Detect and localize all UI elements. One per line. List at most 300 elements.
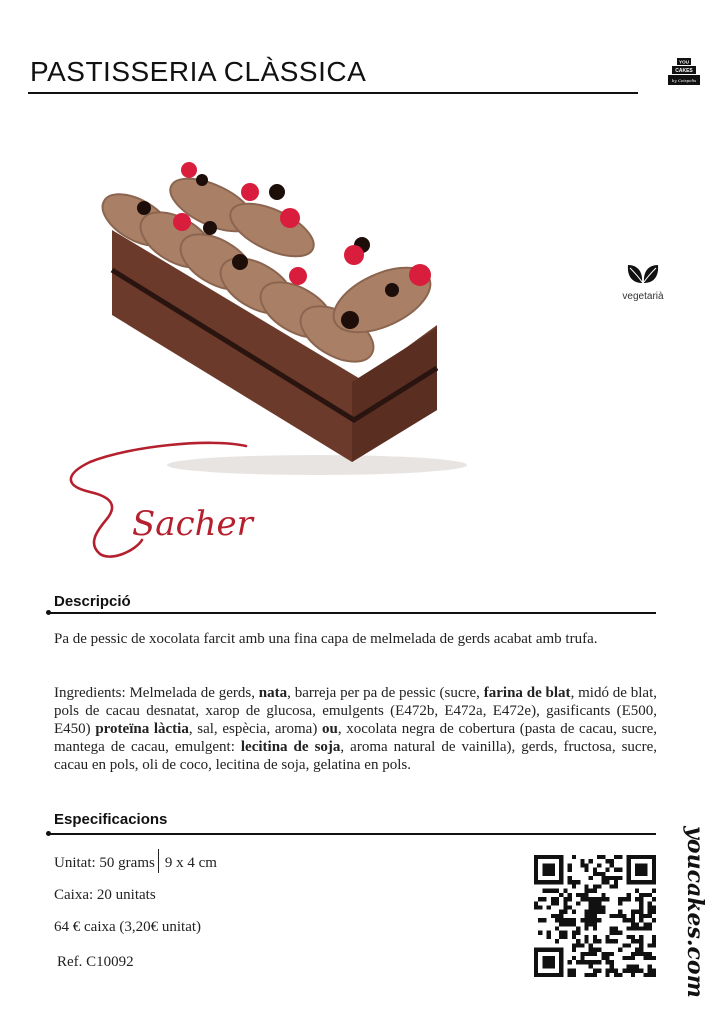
qr-module (631, 964, 635, 968)
qr-module (627, 956, 631, 960)
qr-module (635, 922, 639, 926)
qr-module (639, 943, 643, 947)
qr-module (568, 960, 572, 964)
qr-module (635, 910, 639, 914)
qr-module (589, 859, 593, 863)
qr-module (572, 922, 576, 926)
qr-module (593, 948, 597, 952)
qr-module (563, 922, 567, 926)
qr-module (572, 880, 576, 884)
qr-module (601, 897, 605, 901)
qr-module (589, 973, 593, 977)
qr-module (631, 935, 635, 939)
qr-module (593, 960, 597, 964)
qr-module (639, 939, 643, 943)
qr-module (551, 897, 555, 901)
qr-module (652, 943, 656, 947)
qr-module (597, 960, 601, 964)
spec-box: Caixa: 20 unitats (54, 887, 156, 903)
qr-module (563, 889, 567, 893)
qr-module (643, 914, 647, 918)
qr-module (610, 876, 614, 880)
qr-module (614, 868, 618, 872)
qr-module (547, 889, 551, 893)
allergen-text: nata (258, 685, 288, 701)
qr-module (563, 918, 567, 922)
qr-module (563, 931, 567, 935)
qr-module (643, 956, 647, 960)
qr-module (563, 901, 567, 905)
qr-module (618, 910, 622, 914)
qr-module (584, 893, 588, 897)
product-photo (92, 150, 472, 480)
qr-module (572, 943, 576, 947)
qr-module (639, 927, 643, 931)
ingredient-text: , barreja per pa de pessic (sucre, (287, 685, 484, 701)
qr-module (572, 855, 576, 859)
qr-module (568, 880, 572, 884)
leaf-icon (626, 262, 660, 284)
qr-module (576, 931, 580, 935)
qr-module (610, 931, 614, 935)
qr-module (547, 931, 551, 935)
logo-line-2: CAKES (675, 67, 693, 74)
qr-module (555, 901, 559, 905)
qr-module (606, 956, 610, 960)
qr-module (606, 880, 610, 884)
qr-module (576, 880, 580, 884)
qr-module (606, 876, 610, 880)
ingredient-text: , xocolata negra de cobertura (pasta de cacau, sucre, mantega de cacau, emulgent: (54, 721, 657, 755)
qr-module (622, 956, 626, 960)
qr-module (627, 918, 631, 922)
qr-module (559, 922, 563, 926)
qr-module (606, 952, 610, 956)
qr-module (618, 914, 622, 918)
qr-module (538, 931, 542, 935)
qr-module (652, 973, 656, 977)
qr-module (584, 863, 588, 867)
qr-module (652, 897, 656, 901)
qr-module (538, 897, 542, 901)
description-text: Pa de pessic de xocolata farcit amb una fina capa de melmelada de gerds acabat amb trufa. (54, 631, 598, 647)
qr-module (639, 948, 643, 952)
qr-module (576, 939, 580, 943)
qr-module (542, 918, 546, 922)
qr-module (614, 855, 618, 859)
qr-module (547, 935, 551, 939)
qr-module (601, 876, 605, 880)
qr-module (648, 964, 652, 968)
qr-module (555, 889, 559, 893)
qr-module (563, 905, 567, 909)
logo-line-1: YOU (679, 59, 689, 65)
qr-module (593, 973, 597, 977)
qr-module (618, 868, 622, 872)
qr-module (559, 918, 563, 922)
vegetarian-label: vegetarià (622, 291, 664, 302)
qr-module (597, 948, 601, 952)
qr-module (631, 939, 635, 943)
qr-module (593, 872, 597, 876)
qr-module (652, 918, 656, 922)
qr-module (648, 969, 652, 973)
qr-module (576, 927, 580, 931)
qr-module (555, 914, 559, 918)
qr-module (601, 872, 605, 876)
qr-module (584, 884, 588, 888)
qr-module (568, 893, 572, 897)
qr-module (576, 901, 580, 905)
qr-module (601, 952, 605, 956)
allergen-text: lecitina de soja (240, 739, 341, 755)
qr-module (618, 948, 622, 952)
website-url[interactable]: youcakes.com (682, 826, 708, 998)
qr-module (542, 956, 555, 969)
qr-module (606, 897, 610, 901)
qr-module (572, 918, 576, 922)
qr-module (597, 897, 601, 901)
qr-module (639, 897, 643, 901)
qr-module (555, 927, 559, 931)
vegetarian-badge (618, 262, 668, 302)
qr-module (597, 884, 601, 888)
qr-module (614, 876, 618, 880)
qr-module (601, 880, 605, 884)
spec-weight: Unitat: 50 grams (54, 855, 155, 871)
qr-module (614, 931, 618, 935)
qr-module (555, 918, 559, 922)
qr-module (542, 889, 546, 893)
qr-module (631, 914, 635, 918)
qr-module (614, 927, 618, 931)
qr-module (589, 948, 593, 952)
qr-module (635, 952, 639, 956)
qr-module (572, 935, 576, 939)
qr-module (563, 897, 567, 901)
qr-module (584, 939, 588, 943)
qr-module (622, 897, 626, 901)
qr-module (589, 897, 593, 901)
qr-module (627, 893, 631, 897)
qr-module (584, 952, 588, 956)
qr-module (627, 935, 631, 939)
qr-module (639, 918, 643, 922)
ingredient-text: , sal, espècia, aroma) (188, 721, 322, 737)
qr-module (580, 863, 584, 867)
spec-unit (54, 849, 217, 873)
qr-module (614, 914, 618, 918)
qr-module (635, 939, 639, 943)
qr-module (639, 969, 643, 973)
qr-module (559, 910, 563, 914)
qr-module (563, 935, 567, 939)
qr-module (631, 927, 635, 931)
qr-module (568, 897, 572, 901)
qr-module (568, 973, 572, 977)
qr-module (610, 914, 614, 918)
qr-module (643, 922, 647, 926)
qr-module (648, 901, 652, 905)
qr-module (589, 952, 593, 956)
ingredient-text: , midó de blat, pols de cacau desnatat, xarop de glucosa, emulgents (E472b, E472a, E472e), gasificants (E500, E450) (54, 685, 657, 737)
qr-module (610, 859, 614, 863)
qr-module (555, 939, 559, 943)
qr-module (627, 969, 631, 973)
ingredient-text: Ingredients: Melmelada de gerds, (54, 685, 259, 701)
qr-module (563, 910, 567, 914)
qr-module (568, 922, 572, 926)
qr-module (551, 901, 555, 905)
qr-module (610, 863, 614, 867)
qr-module (639, 901, 643, 905)
qr-module (559, 914, 563, 918)
spec-size: 9 x 4 cm (164, 855, 217, 871)
qr-module (580, 960, 584, 964)
qr-module (622, 969, 626, 973)
qr-module (606, 868, 610, 872)
qr-module (547, 905, 551, 909)
qr-module (597, 863, 601, 867)
qr-module (648, 914, 652, 918)
qr-module (568, 969, 572, 973)
qr-module (631, 910, 635, 914)
qr-module (635, 948, 639, 952)
qr-module (606, 960, 610, 964)
qr-module (627, 927, 631, 931)
qr-module (559, 931, 563, 935)
qr-module (572, 956, 576, 960)
qr-module (614, 969, 618, 973)
qr-module (652, 905, 656, 909)
qr-module (576, 893, 580, 897)
qr-module (635, 927, 639, 931)
qr-module (610, 952, 614, 956)
qr-module (622, 943, 626, 947)
qr-module (597, 872, 601, 876)
qr-module (559, 935, 563, 939)
qr-code[interactable] (534, 855, 656, 977)
qr-module (593, 868, 597, 872)
qr-module (568, 905, 572, 909)
qr-module (639, 914, 643, 918)
description-heading: Descripció (54, 593, 131, 610)
qr-module (639, 935, 643, 939)
qr-module (572, 973, 576, 977)
qr-module (589, 960, 593, 964)
qr-module (572, 969, 576, 973)
qr-module (652, 939, 656, 943)
qr-module (593, 939, 597, 943)
qr-module (614, 939, 618, 943)
qr-module (572, 910, 576, 914)
qr-module (639, 905, 643, 909)
qr-module (622, 918, 626, 922)
qr-module (584, 889, 588, 893)
qr-module (593, 969, 597, 973)
qr-module (618, 901, 622, 905)
qr-module (593, 952, 597, 956)
qr-module (593, 889, 597, 893)
qr-module (652, 969, 656, 973)
allergen-text: ou (322, 721, 338, 737)
qr-module (576, 960, 580, 964)
qr-module (593, 935, 597, 939)
qr-module (614, 884, 618, 888)
allergen-text: farina de blat (483, 685, 571, 701)
allergen-text: proteïna làctia (95, 721, 189, 737)
qr-module (614, 973, 618, 977)
qr-module (643, 927, 647, 931)
qr-module (652, 935, 656, 939)
qr-module (618, 897, 622, 901)
qr-module (635, 863, 648, 876)
qr-module (580, 956, 584, 960)
qr-module (555, 897, 559, 901)
qr-module (606, 939, 610, 943)
qr-module (639, 910, 643, 914)
qr-module (618, 855, 622, 859)
qr-module (631, 952, 635, 956)
qr-module (648, 973, 652, 977)
page-title: PASTISSERIA CLÀSSICA (30, 56, 367, 87)
qr-module (580, 897, 584, 901)
qr-module (538, 905, 542, 909)
qr-module (614, 880, 618, 884)
qr-module (606, 859, 610, 863)
qr-module (606, 969, 610, 973)
qr-module (622, 914, 626, 918)
qr-module (648, 952, 652, 956)
qr-module (652, 956, 656, 960)
qr-module (542, 897, 546, 901)
qr-module (610, 969, 614, 973)
qr-module (580, 859, 584, 863)
qr-module (597, 939, 601, 943)
qr-module (568, 863, 572, 867)
qr-module (610, 939, 614, 943)
qr-module (643, 893, 647, 897)
qr-module (643, 952, 647, 956)
qr-module (593, 884, 597, 888)
qr-module (584, 960, 588, 964)
qr-module (589, 964, 593, 968)
qr-module (648, 956, 652, 960)
qr-module (610, 960, 614, 964)
qr-module (584, 868, 588, 872)
qr-module (606, 935, 610, 939)
qr-module (606, 973, 610, 977)
qr-module (648, 910, 652, 914)
spec-reference: Ref. C10092 (57, 954, 134, 970)
qr-module (593, 897, 597, 901)
qr-module (648, 905, 652, 909)
qr-module (584, 935, 588, 939)
qr-module (631, 922, 635, 926)
qr-module (635, 897, 639, 901)
qr-module (576, 943, 580, 947)
qr-module (584, 973, 588, 977)
qr-module (597, 969, 601, 973)
spec-price: 64 € caixa (3,20€ unitat) (54, 919, 202, 935)
qr-module (635, 889, 639, 893)
spec-separator (158, 849, 159, 873)
qr-module (627, 943, 631, 947)
product-name (60, 440, 260, 565)
qr-module (551, 889, 555, 893)
qr-module (584, 897, 588, 901)
qr-module (635, 969, 639, 973)
qr-module (568, 876, 572, 880)
qr-module (648, 922, 652, 926)
qr-module (618, 973, 622, 977)
qr-module (610, 964, 614, 968)
qr-code-graphic (534, 855, 656, 977)
qr-module (618, 931, 622, 935)
qr-module (610, 884, 614, 888)
qr-module (534, 905, 538, 909)
specifications-heading: Especificacions (54, 811, 168, 828)
qr-module (580, 893, 584, 897)
qr-module (572, 948, 576, 952)
product-name-text: Sacher (132, 504, 253, 544)
qr-module (618, 876, 622, 880)
ingredients-text (54, 684, 657, 774)
qr-module (639, 893, 643, 897)
qr-module (542, 863, 555, 876)
description-divider (48, 612, 656, 614)
qr-module (568, 868, 572, 872)
qr-module (589, 876, 593, 880)
qr-module (589, 943, 593, 947)
qr-module (601, 855, 605, 859)
qr-module (580, 952, 584, 956)
ingredient-text: , aroma natural de vainilla), gerds, fructosa, sucre, cacau en pols, oli de coco, lecitina de soja, gelatina en pols. (54, 739, 657, 773)
qr-module (631, 918, 635, 922)
title-divider (28, 92, 638, 94)
qr-module (601, 893, 605, 897)
qr-module (631, 969, 635, 973)
qr-module (580, 943, 584, 947)
qr-module (648, 943, 652, 947)
qr-module (559, 893, 563, 897)
qr-module (568, 918, 572, 922)
qr-module (652, 910, 656, 914)
qr-module (572, 884, 576, 888)
qr-module (610, 927, 614, 931)
qr-module (627, 964, 631, 968)
qr-module (597, 855, 601, 859)
qr-module (589, 889, 593, 893)
logo-line-3: by Ceispelis (671, 78, 697, 83)
qr-module (639, 952, 643, 956)
qr-module (551, 914, 555, 918)
qr-module (627, 897, 631, 901)
qr-module (652, 889, 656, 893)
qr-module (648, 927, 652, 931)
qr-module (643, 973, 647, 977)
brand-logo (668, 58, 700, 86)
qr-module (631, 956, 635, 960)
qr-module (648, 893, 652, 897)
qr-module (572, 931, 576, 935)
qr-module (635, 964, 639, 968)
qr-module (601, 956, 605, 960)
qr-module (631, 973, 635, 977)
qr-module (538, 918, 542, 922)
specifications-divider (48, 833, 656, 835)
qr-module (534, 901, 538, 905)
